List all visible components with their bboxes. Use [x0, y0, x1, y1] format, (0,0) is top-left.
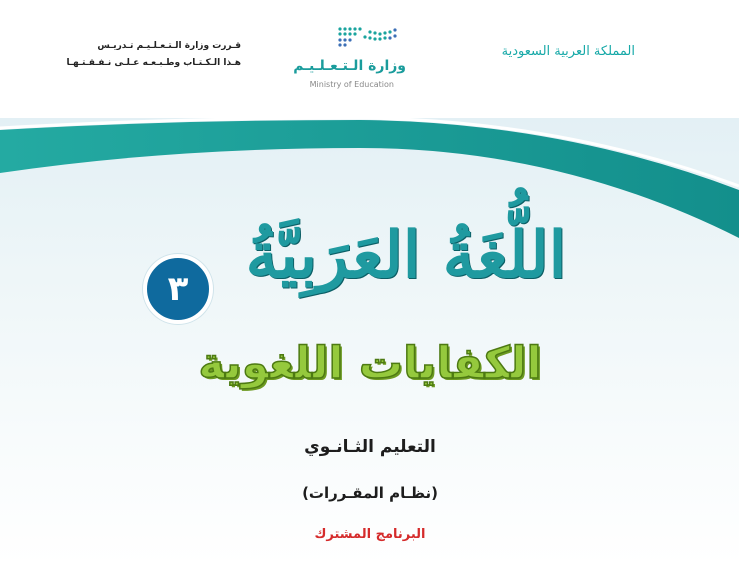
- grade-badge: ٣: [143, 254, 213, 324]
- course-system: (نظـام المقـررات): [302, 484, 438, 502]
- ministry-logo: [290, 18, 410, 98]
- ministry-name-ar: وزارة الـتـعـلـيـم: [293, 58, 406, 74]
- program-name: البرنامج المشترك: [314, 527, 426, 542]
- book-subtitle: الكفايات اللغوية: [198, 338, 542, 389]
- ministry-notice: [66, 38, 241, 72]
- notice-line-1: قـررت وزارة الـتـعـلـيـم تـدريـس: [97, 41, 241, 51]
- kingdom-name: المملكة العربية السعودية: [501, 44, 635, 59]
- notice-line-2: هـذا الـكـتـاب وطـبـعـه عـلـى نـفـقـتـهـا: [66, 58, 241, 68]
- education-level: التعليم الثـانـوي: [304, 437, 436, 457]
- cover-header: [0, 0, 739, 125]
- book-title: اللُّغَةُ العَرَبِيَّةُ: [245, 218, 567, 293]
- ministry-logo-icon: [334, 24, 400, 50]
- ministry-name-en: Ministry of Education: [309, 80, 394, 89]
